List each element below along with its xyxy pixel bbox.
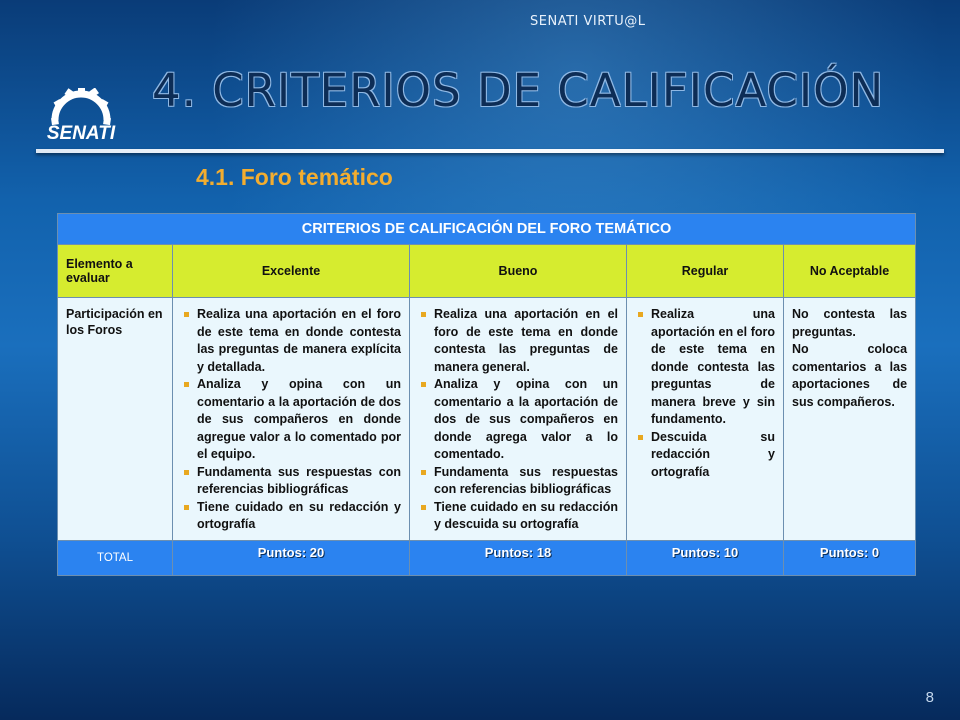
- rubric-title: CRITERIOS DE CALIFICACIÓN DEL FORO TEMÁTICO: [58, 214, 916, 245]
- logo-text: SENATI: [46, 123, 116, 144]
- slide-title: 4. CRITERIOS DE CALIFICACIÓN: [152, 64, 885, 117]
- rubric-table: [57, 213, 916, 576]
- no-aceptable-text-1: No contesta las preguntas.: [792, 307, 908, 339]
- gear-logo-icon: [51, 88, 111, 125]
- bueno-cell: [410, 298, 627, 541]
- column-header-no-aceptable: No Aceptable: [784, 245, 916, 298]
- senati-logo: [36, 88, 126, 144]
- list-item: Realiza una aportación en el foro de este tema en donde contesta las preguntas de manera breve y sin fundamento.: [651, 306, 775, 429]
- list-item: Fundamenta sus respuestas con referencias bibliográficas: [197, 464, 401, 499]
- header-brand-text: SENATI VIRTU@L: [530, 14, 646, 29]
- regular-cell: [627, 298, 784, 541]
- title-divider: [36, 149, 944, 153]
- table-row: [58, 298, 916, 541]
- total-label: TOTAL: [58, 540, 173, 575]
- list-item: Tiene cuidado en su redacción y ortografía: [197, 499, 401, 534]
- column-header-elemento: Elemento a evaluar: [58, 245, 173, 298]
- list-item: Analiza y opina con un comentario a la aportación de dos de sus compañeros en donde agrega valor a lo comentado.: [434, 376, 618, 464]
- section-subtitle: 4.1. Foro temático: [196, 164, 393, 190]
- regular-criteria-list: [635, 306, 775, 481]
- column-header-regular: Regular: [627, 245, 784, 298]
- list-item: Realiza una aportación en el foro de este tema en donde contesta las preguntas de manera explícita y detallada.: [197, 306, 401, 376]
- list-item: Tiene cuidado en su redacción y descuida su ortografía: [434, 499, 618, 534]
- list-item: Fundamenta sus respuestas con referencias bibliográficas: [434, 464, 618, 499]
- points-excelente: Puntos: 20: [173, 540, 410, 575]
- excelente-criteria-list: [181, 306, 401, 534]
- rubric-title-row: [58, 214, 916, 245]
- no-aceptable-cell: [784, 298, 916, 541]
- list-item: Descuida su redacción y ortografía: [651, 429, 775, 482]
- no-aceptable-text-2: No coloca comentarios a las aportaciones de sus compañeros.: [792, 342, 908, 409]
- element-cell: Participación en los Foros: [58, 298, 173, 541]
- page-number: 8: [925, 689, 934, 706]
- points-regular: Puntos: 10: [627, 540, 784, 575]
- excelente-cell: [173, 298, 410, 541]
- column-header-bueno: Bueno: [410, 245, 627, 298]
- points-bueno: Puntos: 18: [410, 540, 627, 575]
- bueno-criteria-list: [418, 306, 618, 534]
- list-item: Realiza una aportación en el foro de este tema en donde contesta las preguntas de manera general.: [434, 306, 618, 376]
- rubric-column-header-row: [58, 245, 916, 298]
- column-header-excelente: Excelente: [173, 245, 410, 298]
- total-row: [58, 540, 916, 575]
- points-no-aceptable: Puntos: 0: [784, 540, 916, 575]
- list-item: Analiza y opina con un comentario a la aportación de dos de sus compañeros en donde agregue valor a lo comentado por el equipo.: [197, 376, 401, 464]
